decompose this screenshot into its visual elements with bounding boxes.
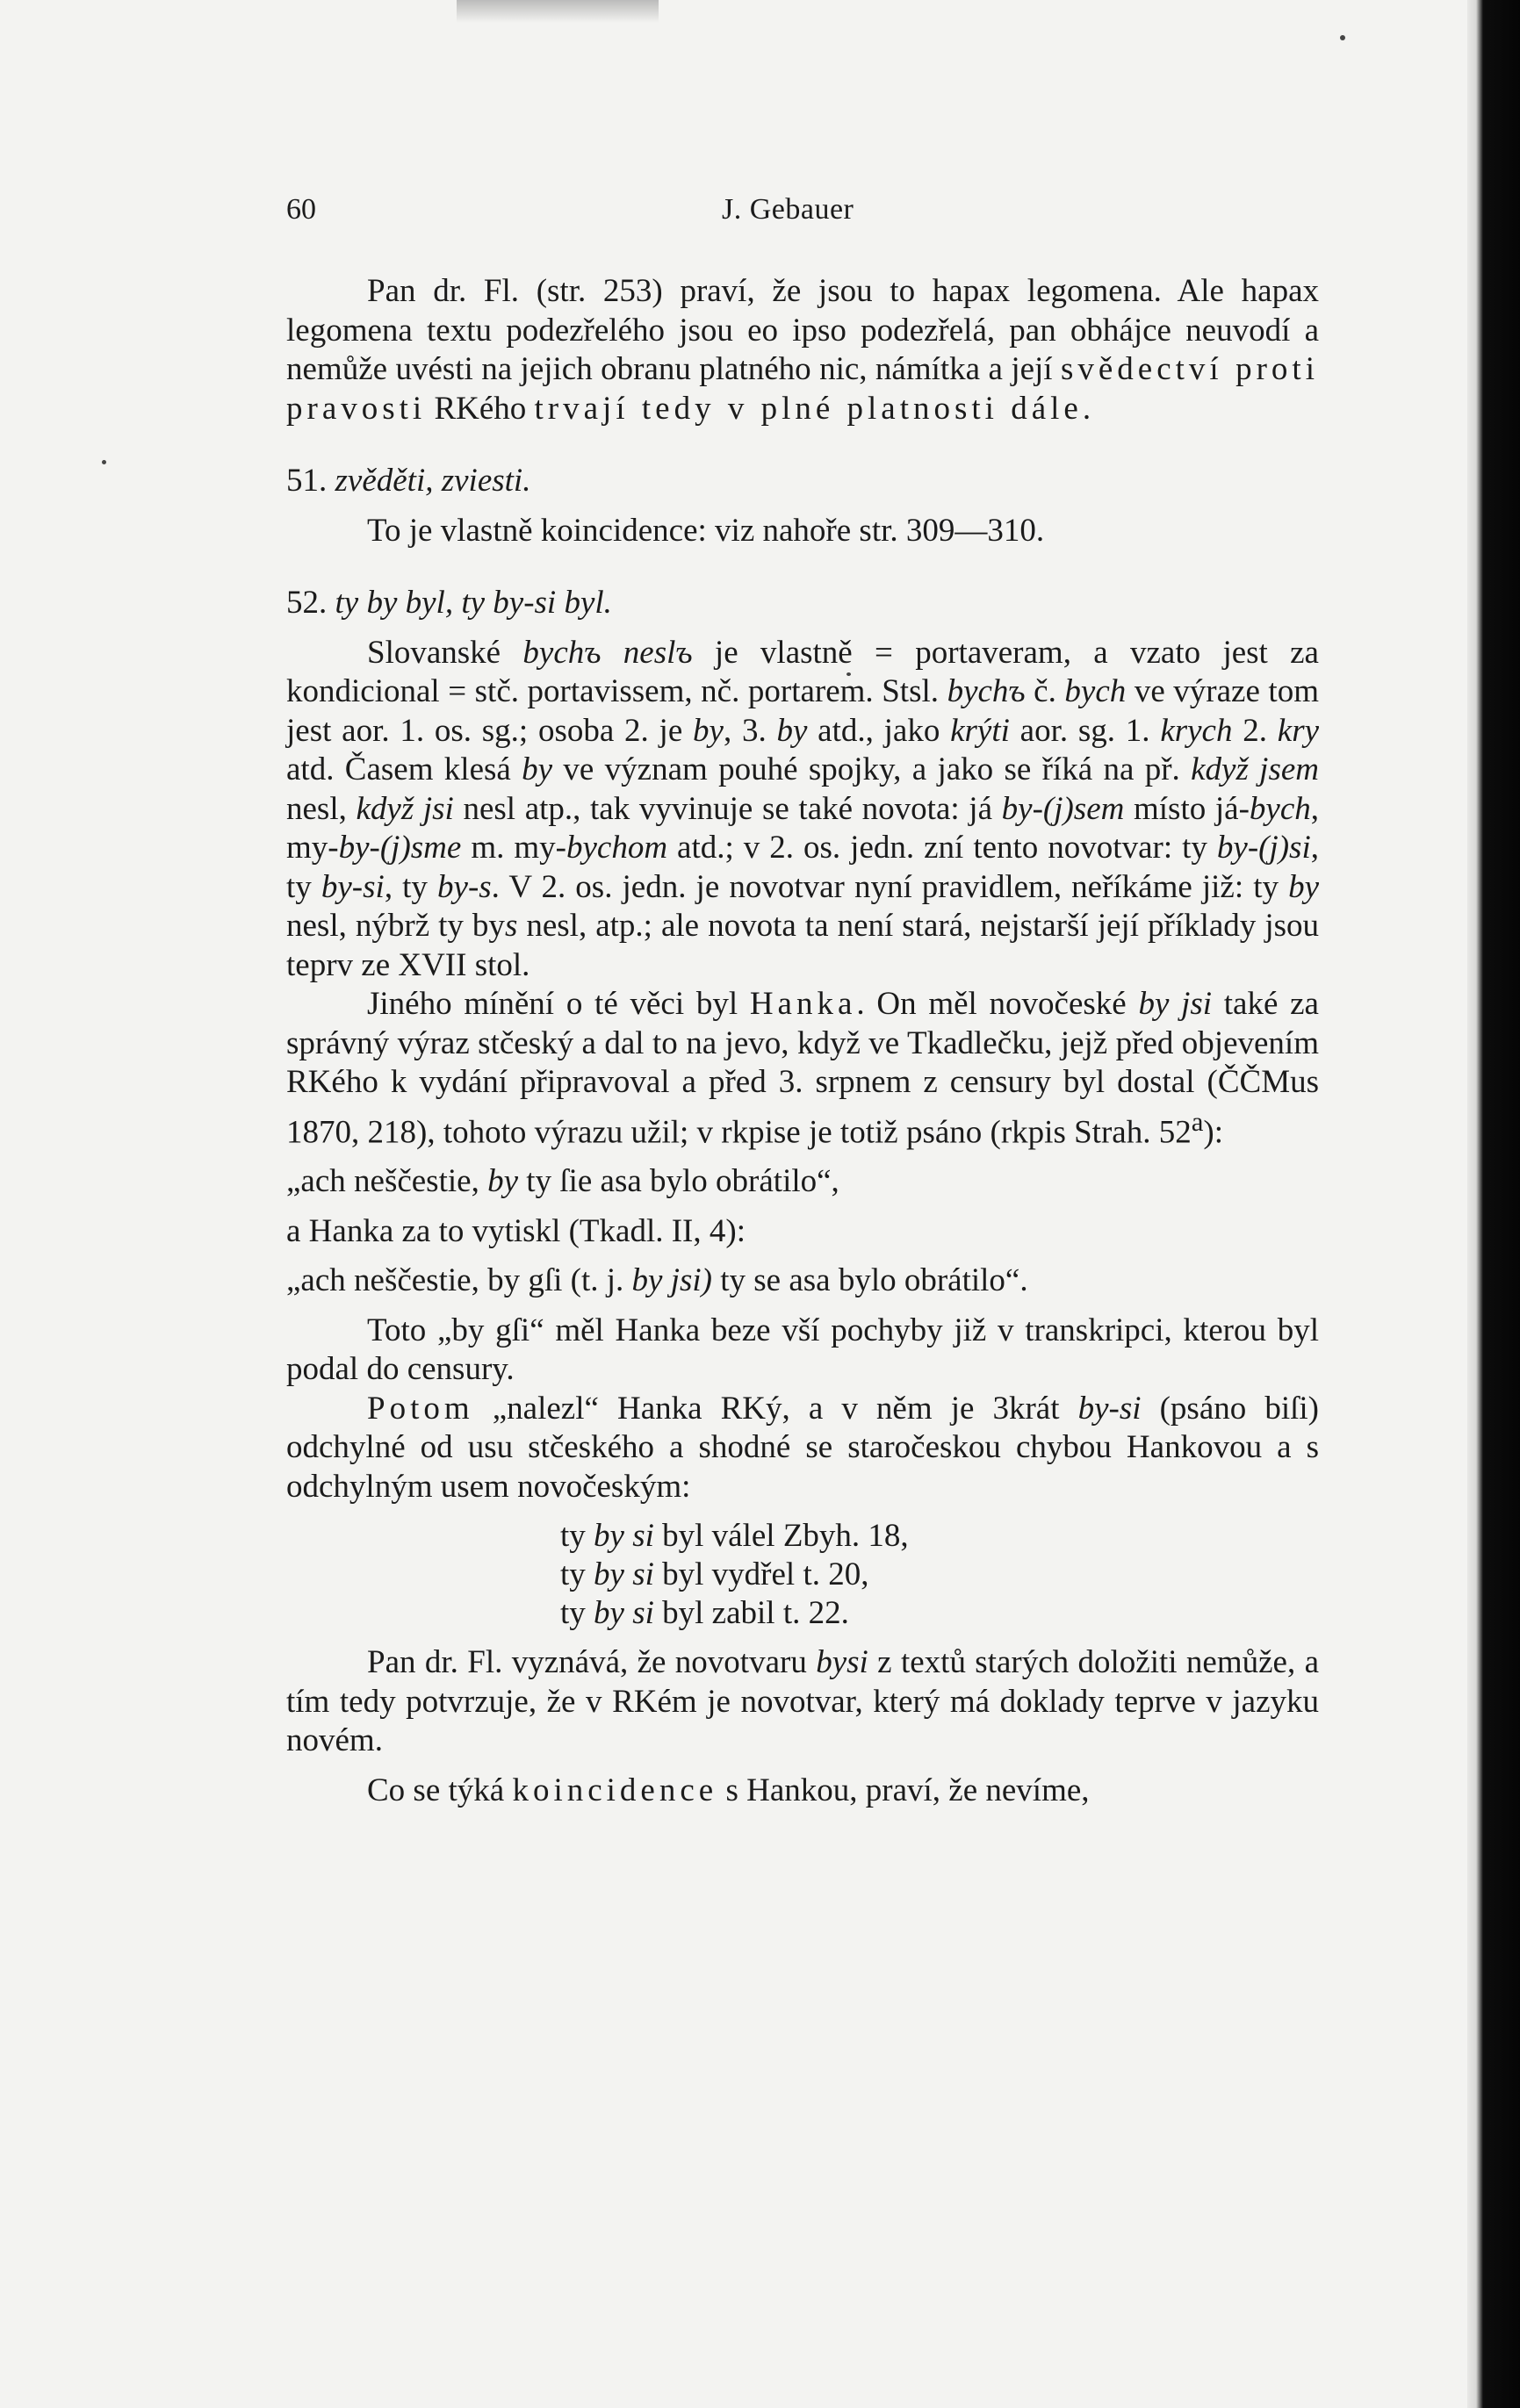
spaced-text: koincidence <box>512 1772 718 1808</box>
spaced-text: trvají tedy v plné platnosti dále <box>534 390 1083 427</box>
text-run: byl válel Zbyh. 18, <box>653 1518 909 1555</box>
text-run: místo já- <box>1124 790 1250 827</box>
italic-text: kry <box>1277 712 1320 749</box>
italic-text: by jsi) <box>631 1262 712 1299</box>
paragraph-vyznava <box>286 1643 1319 1761</box>
italic-text: by <box>1288 868 1320 905</box>
paragraph-potom <box>286 1390 1319 1507</box>
text-run: byl vydřel t. 20, <box>653 1556 869 1593</box>
scan-shadow-top <box>457 0 659 23</box>
scan-edge-right <box>1467 0 1520 2408</box>
text-run: , ty <box>286 830 1319 905</box>
text-run: „nalezl“ Hanka RKý, a v něm je 3krát <box>473 1390 1078 1427</box>
superscript: a <box>1191 1106 1204 1137</box>
italic-text: by si <box>594 1595 654 1632</box>
italic-text: by-s <box>437 868 492 905</box>
text-run: atd. Časem klesá <box>286 751 522 787</box>
text-run: Pan dr. Fl. (str. 253) praví, že jsou to hapax legomena. Ale hapax legomena textu podezřelého jsou eo ipso podezřelá, pan obhájce neuvodí a nemůže uvésti na jejich obranu platného nic, námítka a její <box>286 273 1319 387</box>
verse-line <box>560 1556 1319 1594</box>
paragraph-slovanske <box>286 634 1319 986</box>
italic-text: bysi <box>816 1644 868 1681</box>
text-run: Jiného mínění o té věci byl <box>367 986 750 1022</box>
italic-text: krych <box>1160 712 1233 749</box>
text-run: také za správný výraz stčeský a dal to na jevo, když ve Tkadlečku, jejž před objevením RKého k vydání připravoval a před 3. srpnem z censury byl dostal (ČČMus 1870, 218), tohoto výrazu užil; v rkpise je totiž psáno (rkpis Strah. 52 <box>286 986 1319 1150</box>
text-run: nesl atp., tak vyvinuje se také novota: já <box>453 790 1002 827</box>
paragraph-hanka <box>286 985 1319 1152</box>
section-heading-51 <box>286 462 1319 501</box>
italic-text: by si <box>594 1556 654 1593</box>
paragraph-hapax <box>286 272 1319 428</box>
text-run: Pan dr. Fl. vyznává, že novotvaru <box>367 1644 817 1681</box>
text-run: Co se týká <box>367 1772 513 1808</box>
text-run: z textů starých doložiti nemůže, a tím tedy potvrzuje, že v RKém je novotvar, který má doklady teprve v jazyku novém. <box>286 1644 1319 1759</box>
italic-text: by-(j)sem <box>1001 790 1125 827</box>
text-run: (psáno biſi) odchylné od usu stčeského a shodné se staročeskou chybou Hankovou a s odchylným usem novočeským: <box>286 1390 1319 1505</box>
text-run: . <box>1082 390 1091 427</box>
italic-text: když jsem <box>1191 751 1319 787</box>
text-run: ty ſie asa bylo obrátilo“, <box>518 1163 839 1200</box>
paragraph-hanka-printed: a Hanka za to vytiskl (Tkadl. II, 4): <box>286 1212 746 1249</box>
running-head: J. Gebauer <box>722 193 854 226</box>
italic-text: by <box>693 712 724 749</box>
scan-speck <box>102 460 106 464</box>
quote-manuscript <box>286 1162 1319 1202</box>
section-title: zvěděti, zviesti. <box>335 463 531 499</box>
section-number: 51. <box>286 463 335 499</box>
italic-text: krýti <box>950 712 1010 749</box>
italic-text: bychъ neslъ <box>522 634 693 671</box>
verse-examples <box>560 1517 1319 1633</box>
text-run: , 3. <box>723 712 777 749</box>
text-run: ty <box>560 1556 594 1593</box>
text-run: nesl, <box>286 790 357 827</box>
text-run: . On měl novočeské <box>856 986 1139 1022</box>
quote-printed <box>286 1262 1319 1301</box>
page-number: 60 <box>286 193 316 226</box>
italic-text: bychom <box>565 830 668 866</box>
spaced-text: Hanka <box>749 986 857 1022</box>
text-run: ty se asa bylo obrátilo“. <box>711 1262 1028 1299</box>
text-run: „ach neščestie, by gſi (t. j. <box>286 1262 632 1299</box>
text-run: ty <box>560 1518 594 1555</box>
italic-text: s <box>504 908 518 944</box>
spaced-text: svědectví proti pravosti <box>286 351 1319 427</box>
spaced-text: Potom <box>367 1390 474 1427</box>
text-run: nesl, atp.; ale novota ta není stará, nejstarší její příklady jsou teprv ze XVII stol. <box>286 908 1319 983</box>
italic-text: by-si <box>1077 1390 1142 1427</box>
text-run: s Hankou, praví, že nevíme, <box>717 1772 1090 1808</box>
text-run: „ach neščestie, <box>286 1163 488 1200</box>
paragraph-koincidence <box>286 1772 1319 1811</box>
text-run: aor. sg. 1. <box>1009 712 1161 749</box>
text-column <box>286 272 1319 1810</box>
paragraph-toto: Toto „by gſi“ měl Hanka beze vší pochyby již v transkripci, kterou byl podal do censury. <box>286 1312 1319 1388</box>
text-run: ve význam pouhé spojky, a jako se říká na př. <box>552 751 1192 787</box>
verse-line <box>560 1594 1319 1633</box>
text-run: , ty <box>384 868 438 905</box>
section-number: 52. <box>286 585 335 621</box>
text-run: je vlastně = portaveram, a vzato jest za kondicional = stč. portavissem, nč. portarem. Stsl. <box>286 634 1319 709</box>
text-run: , my- <box>286 790 1319 866</box>
italic-text: bych <box>1064 673 1127 709</box>
text-run: nesl, nýbrž ty by <box>286 908 505 944</box>
text-run: m. my- <box>461 830 566 866</box>
italic-text: by-si <box>321 868 385 905</box>
text-run: ve výraze tom jest aor. 1. os. sg.; osoba 2. je <box>286 673 1319 749</box>
section-title: ty by byl, ty by-si byl. <box>335 585 612 621</box>
text-run: ): <box>1203 1113 1223 1150</box>
italic-text: by jsi <box>1138 986 1213 1022</box>
text-run: Slovanské <box>367 634 523 671</box>
text-run: byl zabil t. 22. <box>653 1595 849 1632</box>
italic-text: by <box>487 1163 519 1200</box>
text-run: atd.; v 2. os. jedn. zní tento novotvar: ty <box>667 830 1217 866</box>
text-run: č. <box>1025 673 1065 709</box>
italic-text: by <box>522 751 553 787</box>
italic-text: by-(j)sme <box>338 830 462 866</box>
italic-text: by <box>776 712 808 749</box>
italic-text: bych <box>1249 790 1311 827</box>
text-run: atd., jako <box>807 712 951 749</box>
italic-text: by si <box>594 1518 654 1555</box>
paragraph-51: To je vlastně koincidence: viz nahoře str. 309—310. <box>367 512 1045 549</box>
text-run: . V 2. os. jedn. je novotvar nyní pravidlem, neříkáme již: ty <box>491 868 1289 905</box>
text-run: RKého <box>426 390 535 427</box>
italic-text: by-(j)si <box>1216 830 1311 866</box>
text-run: 2. <box>1232 712 1278 749</box>
verse-line <box>560 1517 1319 1556</box>
text-run: ty <box>560 1595 594 1632</box>
italic-text: bychъ <box>947 673 1026 709</box>
scan-speck <box>1340 35 1345 40</box>
page-header <box>0 193 1520 237</box>
section-heading-52 <box>286 584 1319 623</box>
italic-text: když jsi <box>356 790 454 827</box>
